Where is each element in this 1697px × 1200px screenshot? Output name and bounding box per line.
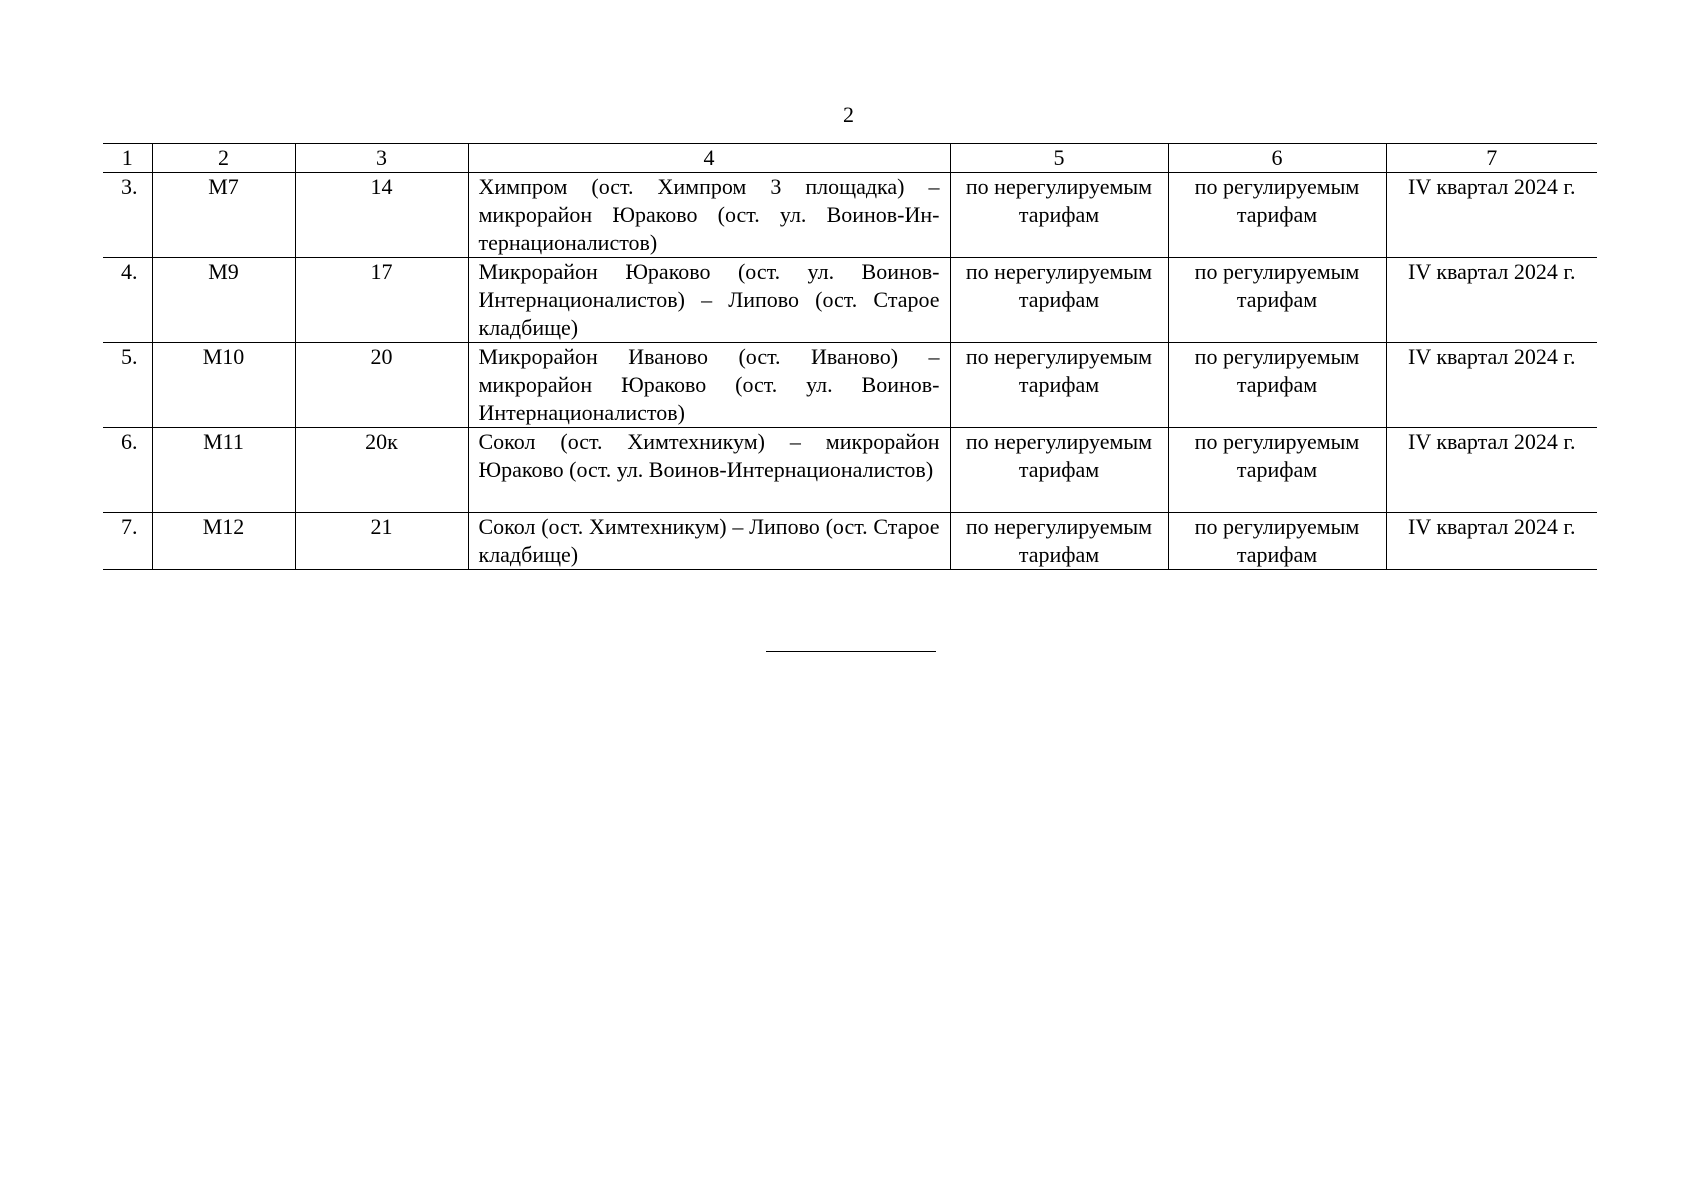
header-cell: 5	[950, 144, 1168, 173]
header-cell: 2	[152, 144, 295, 173]
row-number: 4.	[103, 258, 152, 343]
registration-number: М9	[152, 258, 295, 343]
new-tariff-type: по регулируемым тарифам	[1168, 173, 1386, 258]
table-row	[103, 343, 1597, 428]
routes-table	[103, 143, 1597, 570]
registration-number: М12	[152, 513, 295, 570]
route-number: 20	[295, 343, 468, 428]
route-number: 21	[295, 513, 468, 570]
current-tariff-type: по нерегулируемым тарифам	[950, 258, 1168, 343]
table-header-row	[103, 144, 1597, 173]
change-date: IV квартал 2024 г.	[1386, 173, 1597, 258]
change-date: IV квартал 2024 г.	[1386, 513, 1597, 570]
header-cell: 3	[295, 144, 468, 173]
current-tariff-type: по нерегулируемым тарифам	[950, 513, 1168, 570]
registration-number: М7	[152, 173, 295, 258]
header-cell: 1	[103, 144, 152, 173]
new-tariff-type: по регулируемым тарифам	[1168, 258, 1386, 343]
row-number: 7.	[103, 513, 152, 570]
row-number: 6.	[103, 428, 152, 513]
route-description: Микрорайон Юраково (ост. ул. Воинов-Интернационалистов) – Липово (ост. Старое кладбище)	[468, 258, 950, 343]
current-tariff-type: по нерегулируемым тарифам	[950, 428, 1168, 513]
route-description: Сокол (ост. Химтехникум) – микрорайон Юраково (ост. ул. Воинов-Интернационалистов)	[468, 428, 950, 513]
registration-number: М11	[152, 428, 295, 513]
table-row	[103, 258, 1597, 343]
end-of-document-line	[766, 651, 936, 652]
current-tariff-type: по нерегулируемым тарифам	[950, 173, 1168, 258]
table-row	[103, 513, 1597, 570]
table-row	[103, 173, 1597, 258]
new-tariff-type: по регулируемым тарифам	[1168, 343, 1386, 428]
route-description: Микрорайон Иваново (ост. Иваново) – микрорайон Юраково (ост. ул. Воинов-Интернационалистов)	[468, 343, 950, 428]
change-date: IV квартал 2024 г.	[1386, 258, 1597, 343]
change-date: IV квартал 2024 г.	[1386, 343, 1597, 428]
header-cell: 7	[1386, 144, 1597, 173]
route-number: 17	[295, 258, 468, 343]
header-cell: 6	[1168, 144, 1386, 173]
row-number: 3.	[103, 173, 152, 258]
route-description: Сокол (ост. Химтехникум) – Липово (ост. Старое кладбище)	[468, 513, 950, 570]
route-description: Химпром (ост. Химпром 3 площадка) – микрорайон Юраково (ост. ул. Воинов-Интернационалистов)	[468, 173, 950, 258]
change-date: IV квартал 2024 г.	[1386, 428, 1597, 513]
route-number: 14	[295, 173, 468, 258]
registration-number: М10	[152, 343, 295, 428]
header-cell: 4	[468, 144, 950, 173]
row-number: 5.	[103, 343, 152, 428]
route-number: 20к	[295, 428, 468, 513]
current-tariff-type: по нерегулируемым тарифам	[950, 343, 1168, 428]
page-number: 2	[843, 102, 854, 127]
new-tariff-type: по регулируемым тарифам	[1168, 428, 1386, 513]
table-row	[103, 428, 1597, 513]
new-tariff-type: по регулируемым тарифам	[1168, 513, 1386, 570]
